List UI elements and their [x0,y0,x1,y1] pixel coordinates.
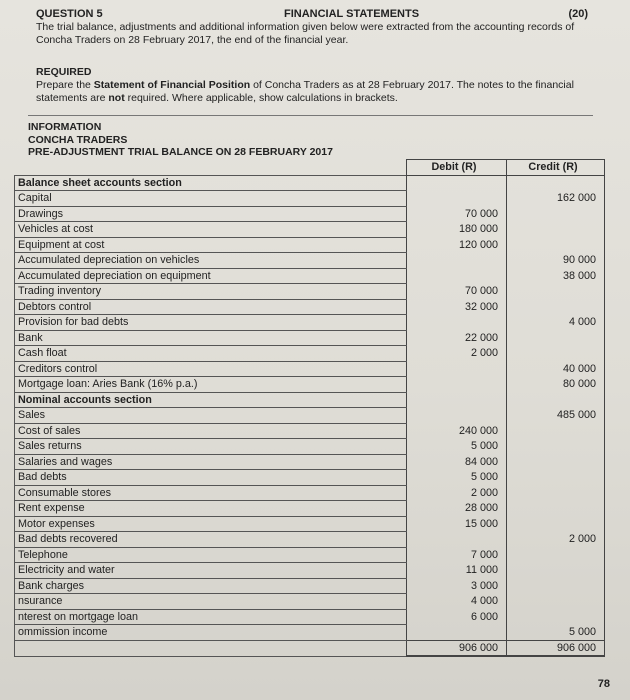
table-row [15,284,605,300]
table-row [15,361,605,377]
account-name: Sales [15,408,407,424]
account-name: nterest on mortgage loan [15,609,407,625]
credit-amount: 5 000 [507,625,605,641]
table-row [15,346,605,362]
info-line-1: INFORMATION [28,121,102,133]
credit-amount [507,237,605,253]
credit-amount [507,284,605,300]
account-name: Drawings [15,206,407,222]
column-header-row [15,160,605,176]
credit-amount: 2 000 [507,532,605,548]
debit-amount: 7 000 [407,547,507,563]
account-name: Debtors control [15,299,407,315]
table-row [15,563,605,579]
table-row [15,423,605,439]
credit-header: Credit (R) [507,160,605,176]
credit-amount [507,547,605,563]
table-row [15,609,605,625]
credit-amount [507,454,605,470]
trial-balance-table [14,159,605,657]
credit-amount [507,175,605,191]
account-name: Cost of sales [15,423,407,439]
account-name: Accumulated depreciation on equipment [15,268,407,284]
credit-amount [507,594,605,610]
debit-amount [407,392,507,408]
credit-amount [507,330,605,346]
account-name: Bad debts recovered [15,532,407,548]
table-row [15,330,605,346]
debit-amount: 120 000 [407,237,507,253]
account-name: Equipment at cost [15,237,407,253]
total-label-cell [15,640,407,656]
account-name: Accumulated depreciation on vehicles [15,253,407,269]
table-row [15,532,605,548]
credit-amount [507,346,605,362]
debit-amount [407,175,507,191]
account-name: Sales returns [15,439,407,455]
total-debit: 906 000 [407,640,507,656]
section-header-row [15,392,605,408]
table-row [15,315,605,331]
table-row [15,253,605,269]
account-name: Creditors control [15,361,407,377]
account-name: Bank charges [15,578,407,594]
table-row [15,485,605,501]
debit-amount: 28 000 [407,501,507,517]
debit-amount [407,253,507,269]
credit-amount [507,470,605,486]
debit-amount: 6 000 [407,609,507,625]
credit-amount [507,206,605,222]
debit-amount: 2 000 [407,346,507,362]
total-row [15,640,605,656]
required-text: Prepare the Statement of Financial Position of Concha Traders as at 28 February 2017. The notes to the financial statements are not required. Where applicable, show calculations in brackets. [36,79,574,104]
debit-amount [407,408,507,424]
table-row [15,625,605,641]
debit-amount [407,532,507,548]
debit-amount: 11 000 [407,563,507,579]
credit-amount [507,609,605,625]
account-name: Bank [15,330,407,346]
divider [28,115,593,116]
credit-amount [507,485,605,501]
debit-amount [407,191,507,207]
trial-balance-title: PRE-ADJUSTMENT TRIAL BALANCE ON 28 FEBRUARY 2017 [28,146,333,158]
credit-amount: 162 000 [507,191,605,207]
company-name: CONCHA TRADERS [28,133,128,146]
debit-amount: 2 000 [407,485,507,501]
debit-amount [407,377,507,393]
table-row [15,191,605,207]
account-name: Nominal accounts section [15,392,407,408]
credit-amount [507,423,605,439]
credit-amount [507,439,605,455]
required-heading: REQUIRED [36,66,92,78]
account-name: Electricity and water [15,563,407,579]
total-credit: 906 000 [507,640,605,656]
credit-amount [507,222,605,238]
debit-amount: 240 000 [407,423,507,439]
credit-amount [507,501,605,517]
account-name: Cash float [15,346,407,362]
section-title: FINANCIAL STATEMENTS [284,8,420,20]
account-name: Bad debts [15,470,407,486]
account-name: Balance sheet accounts section [15,175,407,191]
information-heading [28,121,333,159]
page-number: 78 [597,678,610,690]
table-row [15,377,605,393]
debit-header: Debit (R) [407,160,507,176]
table-row [15,439,605,455]
credit-amount [507,299,605,315]
account-name: ommission income [15,625,407,641]
account-name: Consumable stores [15,485,407,501]
debit-amount: 22 000 [407,330,507,346]
account-name: nsurance [15,594,407,610]
credit-amount [507,516,605,532]
account-name: Motor expenses [15,516,407,532]
table-row [15,222,605,238]
marks: (20) [568,8,588,20]
account-name: Vehicles at cost [15,222,407,238]
debit-amount: 15 000 [407,516,507,532]
table-row [15,578,605,594]
table-row [15,408,605,424]
account-name: Salaries and wages [15,454,407,470]
debit-amount: 70 000 [407,284,507,300]
table-row [15,206,605,222]
account-name: Trading inventory [15,284,407,300]
table-row [15,470,605,486]
table-row [15,237,605,253]
debit-amount: 32 000 [407,299,507,315]
debit-amount: 3 000 [407,578,507,594]
credit-amount [507,563,605,579]
debit-amount [407,625,507,641]
table-row [15,268,605,284]
debit-amount: 70 000 [407,206,507,222]
debit-amount [407,315,507,331]
credit-amount: 485 000 [507,408,605,424]
account-name: Mortgage loan: Aries Bank (16% p.a.) [15,377,407,393]
credit-amount: 90 000 [507,253,605,269]
debit-amount: 5 000 [407,470,507,486]
credit-amount [507,578,605,594]
table-row [15,299,605,315]
credit-amount: 80 000 [507,377,605,393]
table-row [15,594,605,610]
section-header-row [15,175,605,191]
account-name: Capital [15,191,407,207]
account-name: Telephone [15,547,407,563]
credit-amount [507,392,605,408]
table-row [15,454,605,470]
table-row [15,516,605,532]
question-number: QUESTION 5 [36,8,103,20]
account-name: Rent expense [15,501,407,517]
credit-amount: 40 000 [507,361,605,377]
debit-amount: 5 000 [407,439,507,455]
debit-amount: 84 000 [407,454,507,470]
debit-amount [407,361,507,377]
table-row [15,501,605,517]
debit-amount [407,268,507,284]
debit-amount: 180 000 [407,222,507,238]
account-name: Provision for bad debts [15,315,407,331]
credit-amount: 4 000 [507,315,605,331]
intro-paragraph: The trial balance, adjustments and additional information given below were extracted from the accounting records of Concha Traders on 28 February 2017, the end of the financial year. [36,21,575,46]
credit-amount: 38 000 [507,268,605,284]
table-row [15,547,605,563]
debit-amount: 4 000 [407,594,507,610]
